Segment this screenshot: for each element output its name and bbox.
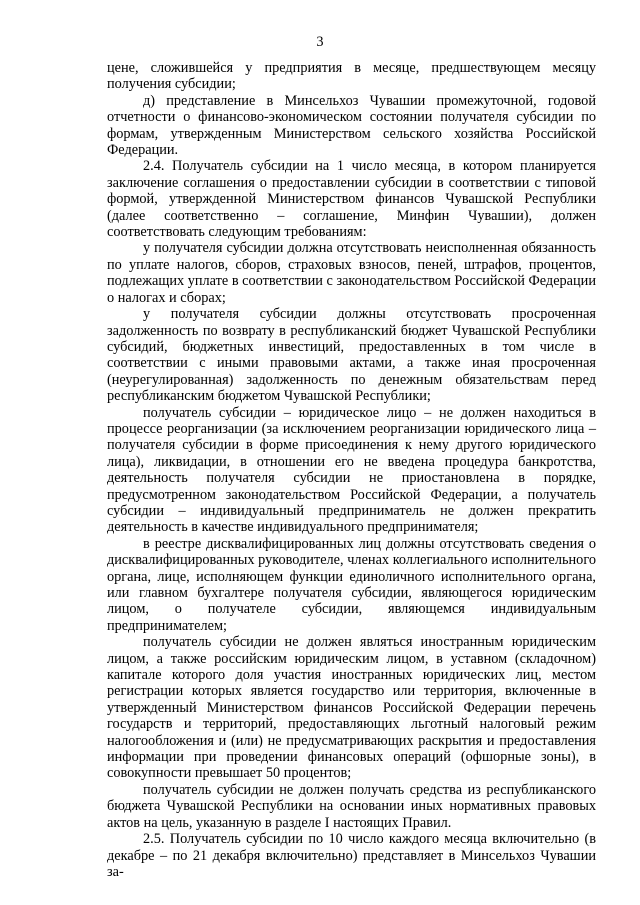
paragraph-requirement-reorganization: получатель субсидии – юридическое лицо – не должен находиться в процессе реорганизации (за исключением реорганизации юридического лица – получателя субсидии в форме присоединения к нему другого юридического лица), ликвидации, в отношении его не введена процедура банкротства, деятельность получателя субсидии не приостановлена в порядке, предусмотренном законодательством Российской Федерации, а получатель субсидии – индивидуальный предприниматель не должен прекратить деятельность в качестве индивидуального предпринимателя; bbox=[107, 404, 596, 536]
paragraph-continuation: цене, сложившейся у предприятия в месяце, предшествующем месяцу получения субсидии; bbox=[107, 60, 596, 93]
paragraph-requirement-disqualified: в реестре дисквалифицированных лиц должны отсутствовать сведения о дисквалифицированных руководителе, членах коллегиального исполнительного органа, лице, исполняющем функции единоличного исполнительного органа, или главном бухгалтере получателя субсидии, являющегося юридическим лицом, о получателе субсидии, являющемся индивидуальным предпринимателем; bbox=[107, 535, 596, 634]
paragraph-requirement-foreign: получатель субсидии не должен являться иностранным юридическим лицом, а также российским юридическим лицом, в уставном (складочном) капитале которого доля участия иностранных юридических лиц, местом регистрации которых является государство или территория, включенные в утвержденный Министерством финансов Российской Федерации перечень государств и территорий, предоставляющих льготный налоговый режим налогообложения и (или) не предусматривающих раскрытия и предоставления информации при проведении финансовых операций (офшорные зоны), в совокупности превышает 50 процентов; bbox=[107, 634, 596, 782]
paragraph-requirement-taxes: у получателя субсидии должна отсутствовать неисполненная обязанность по уплате налогов, сборов, страховых взносов, пеней, штрафов, процентов, подлежащих уплате в соответствии с законодательством Российской Федерации о налогах и сборах; bbox=[107, 240, 596, 306]
paragraph-item-d: д) представление в Минсельхоз Чувашии промежуточной, годовой отчетности о финансово-экономическом состоянии получателя субсидии по формам, утвержденным Министерством сельского хозяйства Российской Федерации. bbox=[107, 92, 596, 159]
paragraph-requirement-other-funds: получатель субсидии не должен получать средства из республиканского бюджета Чувашской Республики на основании иных нормативных правовых актов на цель, указанную в разделе I настоящих Правил. bbox=[107, 781, 596, 831]
paragraph-2-5: 2.5. Получатель субсидии по 10 число каждого месяца включительно (в декабре – по 21 декабря включительно) представляет в Минсельхоз Чувашии за- bbox=[107, 831, 596, 880]
page-number: 3 bbox=[316, 34, 324, 50]
paragraph-requirement-debts: у получателя субсидии должны отсутствовать просроченная задолженность по возврату в республиканский бюджет Чувашской Республики субсидий, бюджетных инвестиций, предоставленных в том числе в соответствии с иными правовыми актами, а также иная просроченная (неурегулированная) задолженность по денежным обязательствам перед республиканским бюджетом Чувашской Республики; bbox=[107, 306, 596, 405]
paragraph-2-4: 2.4. Получатель субсидии на 1 число месяца, в котором планируется заключение соглашения о предоставлении субсидии в соответствии с типовой формой, утвержденной Министерством финансов Чувашской Республики (далее соответственно – соглашение, Минфин Чувашии), должен соответствовать следующим требованиям: bbox=[107, 158, 596, 241]
document-body bbox=[107, 60, 596, 880]
